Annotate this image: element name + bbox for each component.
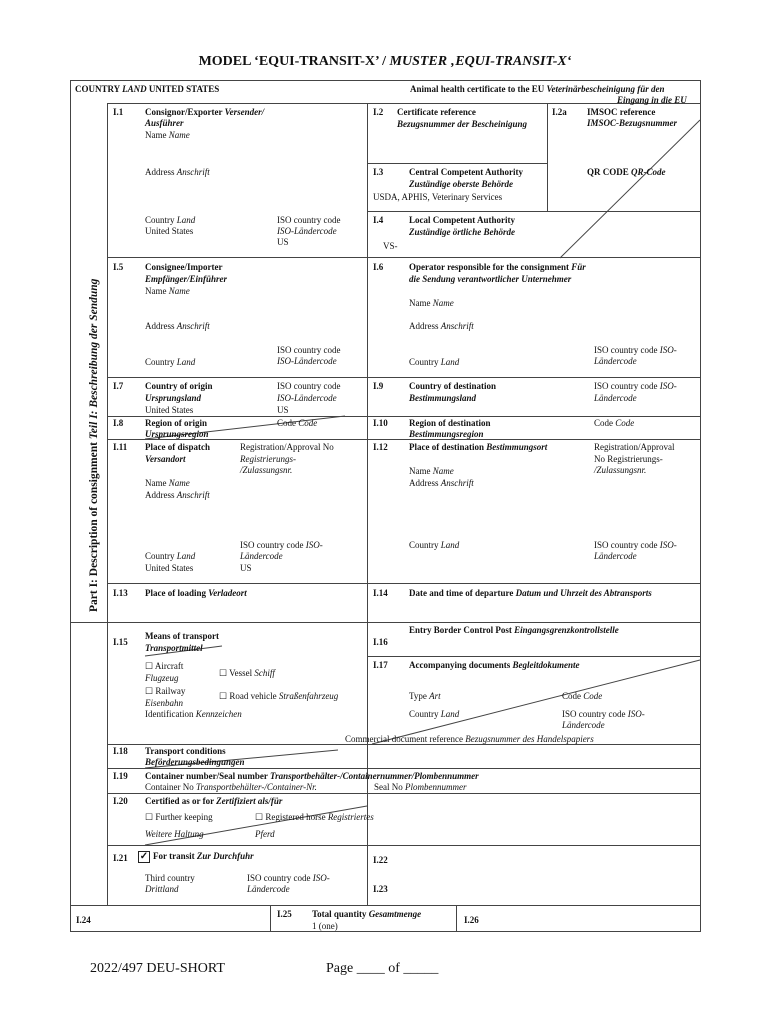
i11-iso-value: US bbox=[240, 563, 252, 573]
i20-label: Certified as or for Zertifiziert als/für bbox=[145, 796, 283, 806]
cert-header: Animal health certificate to the EU Veterinärbescheinigung für den bbox=[410, 84, 665, 94]
i5-name: Name Name bbox=[145, 286, 190, 296]
i2-label-de: Bezugsnummer der Bescheinigung bbox=[397, 119, 528, 129]
footer-code: 2022/497 DEU-SHORT bbox=[90, 961, 225, 976]
i17-iso: ISO country code ISO- bbox=[562, 709, 645, 719]
field-num: I.15 bbox=[113, 637, 128, 647]
registered-horse-de: Pferd bbox=[255, 829, 275, 839]
i21-iso: ISO country code ISO- bbox=[247, 873, 330, 883]
i17-label: Accompanying documents Begleitdokumente bbox=[409, 660, 580, 670]
i12-country: Country Land bbox=[409, 540, 460, 550]
i12-address: Address Anschrift bbox=[409, 478, 474, 488]
country-header: COUNTRY LAND UNITED STATES bbox=[75, 84, 220, 94]
field-num: I.2 bbox=[373, 107, 384, 117]
i5-address: Address Anschrift bbox=[145, 321, 210, 331]
field-num: I.24 bbox=[76, 915, 91, 925]
i5-label: Consignee/Importer bbox=[145, 262, 223, 272]
i7-iso-de: ISO-Ländercode bbox=[277, 393, 337, 403]
i11-reg-de2: /Zulassungsnr. bbox=[240, 465, 293, 475]
i5-country: Country Land bbox=[145, 357, 196, 367]
field-num: I.1 bbox=[113, 107, 124, 117]
vessel-checkbox[interactable]: ☐ Vessel Schiff bbox=[219, 668, 275, 678]
i5-iso-de: ISO-Ländercode bbox=[277, 356, 337, 366]
i6-label-de: die Sendung verantwortlicher Unternehmer bbox=[409, 274, 572, 284]
field-num: I.22 bbox=[373, 855, 388, 865]
i17-iso-de: Ländercode bbox=[562, 720, 605, 730]
i6-label: Operator responsible for the consignment Für bbox=[409, 262, 586, 272]
i1-iso-de: ISO-Ländercode bbox=[277, 226, 337, 236]
field-num: I.16 bbox=[373, 637, 388, 647]
i8-label-de: Ursprungsregion bbox=[145, 429, 209, 439]
cert-header-de: Eingang in die EU bbox=[617, 95, 687, 105]
i2a-label-de: IMSOC-Bezugsnummer bbox=[587, 118, 678, 128]
i6-address: Address Anschrift bbox=[409, 321, 474, 331]
i10-label-de: Bestimmungsregion bbox=[409, 429, 484, 439]
i14-label: Date and time of departure Datum und Uhrzeit des Abtransports bbox=[409, 588, 652, 598]
i17-country: Country Land bbox=[409, 709, 460, 719]
i3-value: USDA, APHIS, Veterinary Services bbox=[373, 192, 503, 202]
i19-container: Container No Transportbehälter-/Container-Nr. bbox=[145, 782, 317, 792]
i4-label: Local Competent Authority bbox=[409, 215, 515, 225]
i4-value: VS- bbox=[383, 241, 398, 251]
i18-label-de: Beförderungsbedingungen bbox=[145, 757, 245, 767]
field-num: I.26 bbox=[464, 915, 479, 925]
i21-third-country: Third country bbox=[145, 873, 195, 883]
transit-checkbox[interactable]: ✓ For transit Zur Durchfuhr bbox=[139, 851, 254, 862]
field-num: I.10 bbox=[373, 418, 388, 428]
i12-iso: ISO country code ISO- bbox=[594, 540, 677, 550]
i12-label: Place of destination Bestimmungsort bbox=[409, 442, 548, 452]
i9-iso: ISO country code ISO- bbox=[594, 381, 677, 391]
i11-reg: Registration/Approval No bbox=[240, 442, 334, 452]
i10-label: Region of destination bbox=[409, 418, 491, 428]
i10-code: Code Code bbox=[594, 418, 635, 428]
i11-country: Country Land bbox=[145, 551, 196, 561]
qr-code-label: QR CODE QR-Code bbox=[587, 167, 666, 177]
i7-iso: ISO country code bbox=[277, 381, 341, 391]
i1-address: Address Anschrift bbox=[145, 167, 210, 177]
i6-country: Country Land bbox=[409, 357, 460, 367]
field-num: I.23 bbox=[373, 884, 388, 894]
i5-label-de: Empfänger/Einführer bbox=[145, 274, 228, 284]
i12-reg: Registration/Approval bbox=[594, 442, 675, 452]
field-num: I.9 bbox=[373, 381, 384, 391]
i11-label-de: Versandort bbox=[145, 454, 186, 464]
field-num: I.12 bbox=[373, 442, 388, 452]
i12-name: Name Name bbox=[409, 466, 454, 476]
i11-address: Address Anschrift bbox=[145, 490, 210, 500]
i17-type: Type Art bbox=[409, 691, 441, 701]
page-title: MODEL ‘EQUI-TRANSIT-X’ / MUSTER ‚EQUI-TRANSIT-X‘ bbox=[198, 54, 572, 69]
field-num: I.6 bbox=[373, 262, 384, 272]
i11-country-value: United States bbox=[145, 563, 194, 573]
i1-iso-value: US bbox=[277, 237, 289, 247]
i8-label: Region of origin bbox=[145, 418, 207, 428]
i6-iso-de: Ländercode bbox=[594, 356, 637, 366]
i15-label-de: Transportmittel bbox=[145, 643, 203, 653]
i1-label-de: Ausführer bbox=[145, 118, 184, 128]
i5-iso: ISO country code bbox=[277, 345, 341, 355]
i1-label: Consignor/Exporter Versender/ bbox=[145, 107, 265, 117]
railway-checkbox[interactable]: ☐ Railway bbox=[145, 686, 186, 696]
i6-name: Name Name bbox=[409, 298, 454, 308]
i8-code: Code Code bbox=[277, 418, 318, 428]
field-num: I.25 bbox=[277, 909, 292, 919]
i3-label: Central Competent Authority bbox=[409, 167, 523, 177]
i4-label-de: Zuständige örtliche Behörde bbox=[409, 227, 516, 237]
registered-horse-checkbox[interactable]: ☐ Registered horse Registriertes bbox=[255, 812, 374, 822]
i2a-label: IMSOC reference bbox=[587, 107, 656, 117]
i1-country: Country Land bbox=[145, 215, 196, 225]
further-keeping-checkbox[interactable]: ☐ Further keeping bbox=[145, 812, 213, 822]
field-num: I.18 bbox=[113, 746, 128, 756]
road-vehicle-checkbox[interactable]: ☐ Road vehicle Straßenfahrzeug bbox=[219, 691, 339, 701]
i11-name: Name Name bbox=[145, 478, 190, 488]
i1-iso: ISO country code bbox=[277, 215, 341, 225]
i9-iso-de: Ländercode bbox=[594, 393, 637, 403]
i1-country-value: United States bbox=[145, 226, 194, 236]
field-num: I.7 bbox=[113, 381, 124, 391]
i2-label: Certificate reference bbox=[397, 107, 476, 117]
i18-label: Transport conditions bbox=[145, 746, 226, 756]
i15-identification: Identification Kennzeichen bbox=[145, 709, 242, 719]
field-num: I.17 bbox=[373, 660, 388, 670]
i7-label-de: Ursprungsland bbox=[145, 393, 202, 403]
i6-iso: ISO country code ISO- bbox=[594, 345, 677, 355]
field-num: I.14 bbox=[373, 588, 388, 598]
further-keeping-de: Weitere Haltung bbox=[145, 829, 204, 839]
field-num: I.19 bbox=[113, 771, 128, 781]
i11-label: Place of dispatch bbox=[145, 442, 210, 452]
i19-label: Container number/Seal number Transportbehälter-/Containernummer/Plombennummer bbox=[145, 771, 479, 781]
field-num: I.8 bbox=[113, 418, 124, 428]
i19-seal: Seal No Plombennummer bbox=[374, 782, 467, 792]
i25-label: Total quantity Gesamtmenge bbox=[312, 909, 422, 919]
i12-reg-de: No Registrierungs- bbox=[594, 454, 663, 464]
i7-iso-value: US bbox=[277, 405, 289, 415]
i7-value: United States bbox=[145, 405, 194, 415]
field-num: I.5 bbox=[113, 262, 124, 272]
i9-label-de: Bestimmungsland bbox=[409, 393, 477, 403]
field-num: I.4 bbox=[373, 215, 384, 225]
i16-label: Entry Border Control Post Eingangsgrenzkontrollstelle bbox=[409, 625, 619, 635]
i11-reg-de: Registrierungs- bbox=[240, 454, 296, 464]
i17-code: Code Code bbox=[562, 691, 603, 701]
aircraft-checkbox[interactable]: ☐ Aircraft bbox=[145, 661, 184, 671]
i21-iso-de: Ländercode bbox=[247, 884, 290, 894]
page-number: Page ____ of _____ bbox=[326, 961, 439, 976]
field-num: I.21 bbox=[113, 853, 128, 863]
field-num: I.2a bbox=[552, 107, 567, 117]
i17-commercial-ref: Commercial document reference Bezugsnummer des Handelspapiers bbox=[345, 734, 594, 744]
i21-third-country-de: Drittland bbox=[145, 884, 179, 894]
i7-label: Country of origin bbox=[145, 381, 213, 391]
i1-name: Name Name bbox=[145, 130, 190, 140]
i9-label: Country of destination bbox=[409, 381, 497, 391]
check-icon: ✓ bbox=[139, 851, 149, 862]
field-num: I.20 bbox=[113, 796, 128, 806]
i11-iso-de: Ländercode bbox=[240, 551, 283, 561]
i3-label-de: Zuständige oberste Behörde bbox=[409, 179, 514, 189]
part-label: Part I: Description of consignment Teil I: Beschreibung der Sendung bbox=[88, 278, 100, 612]
i25-value: 1 (one) bbox=[312, 921, 338, 931]
i11-iso: ISO country code ISO- bbox=[240, 540, 323, 550]
field-num: I.11 bbox=[113, 442, 128, 452]
i12-reg-de2: /Zulassungsnr. bbox=[594, 465, 647, 475]
aircraft-de: Flugzeug bbox=[145, 673, 179, 683]
field-num: I.13 bbox=[113, 588, 128, 598]
field-num: I.3 bbox=[373, 167, 384, 177]
i15-label: Means of transport bbox=[145, 631, 219, 641]
railway-de: Eisenbahn bbox=[145, 698, 183, 708]
i13-label: Place of loading Verladeort bbox=[145, 588, 247, 598]
i12-iso-de: Ländercode bbox=[594, 551, 637, 561]
